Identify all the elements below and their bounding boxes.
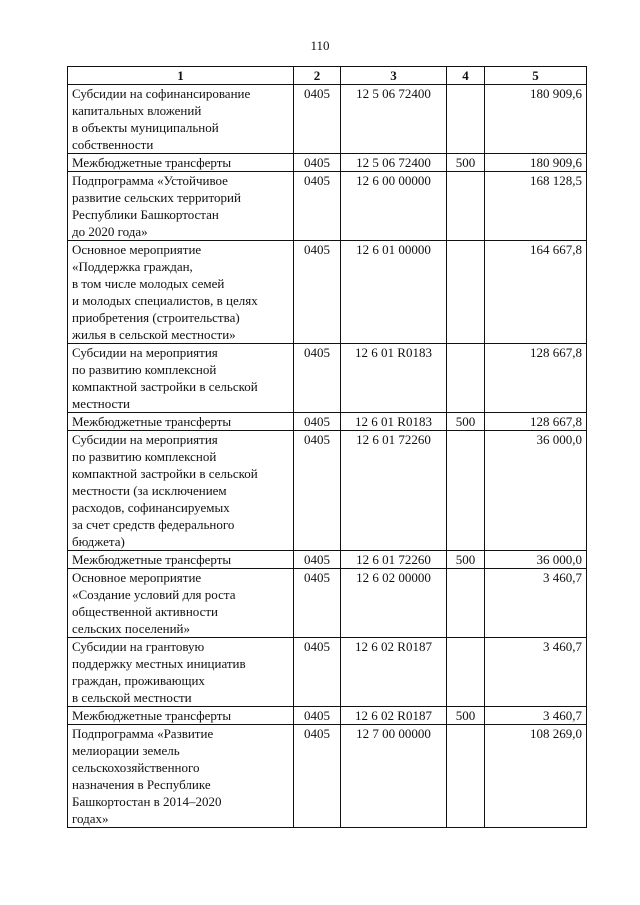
table-row bbox=[68, 241, 587, 344]
row-amount-cell: 164 667,8 bbox=[485, 241, 587, 344]
header-col-2: 2 bbox=[294, 67, 341, 85]
table-row bbox=[68, 707, 587, 725]
row-amount-cell: 3 460,7 bbox=[485, 707, 587, 725]
table-row bbox=[68, 638, 587, 707]
row-type-cell bbox=[447, 638, 485, 707]
row-target-cell: 12 6 00 00000 bbox=[341, 172, 447, 241]
row-name-cell: Межбюджетные трансферты bbox=[68, 707, 294, 725]
row-target-cell: 12 6 01 72260 bbox=[341, 431, 447, 551]
row-name-cell: Межбюджетные трансферты bbox=[68, 154, 294, 172]
row-target-cell: 12 6 01 R0183 bbox=[341, 344, 447, 413]
table-row bbox=[68, 569, 587, 638]
row-name-cell: Подпрограмма «Устойчивое развитие сельских территорий Республики Башкортостан до 2020 года» bbox=[68, 172, 294, 241]
row-type-cell: 500 bbox=[447, 707, 485, 725]
row-amount-cell: 168 128,5 bbox=[485, 172, 587, 241]
row-name-cell: Межбюджетные трансферты bbox=[68, 413, 294, 431]
row-section-cell: 0405 bbox=[294, 431, 341, 551]
page-number: 110 bbox=[310, 38, 330, 53]
row-section-cell: 0405 bbox=[294, 725, 341, 828]
table-row bbox=[68, 725, 587, 828]
table-row bbox=[68, 154, 587, 172]
row-amount-cell: 128 667,8 bbox=[485, 344, 587, 413]
row-name-cell: Основное мероприятие «Создание условий для роста общественной активности сельских поселений» bbox=[68, 569, 294, 638]
table-header-row bbox=[68, 67, 587, 85]
table-row bbox=[68, 344, 587, 413]
row-amount-cell: 128 667,8 bbox=[485, 413, 587, 431]
row-target-cell: 12 6 01 00000 bbox=[341, 241, 447, 344]
header-col-3: 3 bbox=[341, 67, 447, 85]
row-amount-cell: 3 460,7 bbox=[485, 638, 587, 707]
row-name-cell: Подпрограмма «Развитие мелиорации земель сельскохозяйственного назначения в Республике Башкортостан в 2014–2020 годах» bbox=[68, 725, 294, 828]
row-target-cell: 12 6 01 72260 bbox=[341, 551, 447, 569]
row-type-cell bbox=[447, 85, 485, 154]
row-amount-cell: 3 460,7 bbox=[485, 569, 587, 638]
table-row bbox=[68, 413, 587, 431]
row-type-cell bbox=[447, 725, 485, 828]
row-amount-cell: 36 000,0 bbox=[485, 431, 587, 551]
row-name-cell: Субсидии на мероприятия по развитию комплексной компактной застройки в сельской местности (за исключением расходов, софинансируемых за счет средств федерального бюджета) bbox=[68, 431, 294, 551]
row-name-cell: Субсидии на мероприятия по развитию комплексной компактной застройки в сельской местности bbox=[68, 344, 294, 413]
row-section-cell: 0405 bbox=[294, 241, 341, 344]
row-type-cell bbox=[447, 344, 485, 413]
row-section-cell: 0405 bbox=[294, 707, 341, 725]
row-type-cell bbox=[447, 172, 485, 241]
row-amount-cell: 180 909,6 bbox=[485, 85, 587, 154]
row-section-cell: 0405 bbox=[294, 413, 341, 431]
row-type-cell bbox=[447, 431, 485, 551]
budget-table bbox=[67, 66, 587, 828]
row-target-cell: 12 7 00 00000 bbox=[341, 725, 447, 828]
row-name-cell: Межбюджетные трансферты bbox=[68, 551, 294, 569]
row-type-cell: 500 bbox=[447, 154, 485, 172]
row-name-cell: Субсидии на софинансирование капитальных вложений в объекты муниципальной собственности bbox=[68, 85, 294, 154]
row-target-cell: 12 5 06 72400 bbox=[341, 154, 447, 172]
row-target-cell: 12 6 02 00000 bbox=[341, 569, 447, 638]
row-amount-cell: 36 000,0 bbox=[485, 551, 587, 569]
header-col-5: 5 bbox=[485, 67, 587, 85]
table-row bbox=[68, 431, 587, 551]
table-body bbox=[68, 85, 587, 828]
row-target-cell: 12 5 06 72400 bbox=[341, 85, 447, 154]
row-section-cell: 0405 bbox=[294, 344, 341, 413]
header-col-1: 1 bbox=[68, 67, 294, 85]
header-col-4: 4 bbox=[447, 67, 485, 85]
row-type-cell: 500 bbox=[447, 413, 485, 431]
row-type-cell: 500 bbox=[447, 551, 485, 569]
row-section-cell: 0405 bbox=[294, 85, 341, 154]
row-amount-cell: 180 909,6 bbox=[485, 154, 587, 172]
row-target-cell: 12 6 02 R0187 bbox=[341, 638, 447, 707]
row-name-cell: Субсидии на грантовую поддержку местных инициатив граждан, проживающих в сельской местности bbox=[68, 638, 294, 707]
row-section-cell: 0405 bbox=[294, 172, 341, 241]
row-target-cell: 12 6 01 R0183 bbox=[341, 413, 447, 431]
table-row bbox=[68, 85, 587, 154]
row-section-cell: 0405 bbox=[294, 638, 341, 707]
row-section-cell: 0405 bbox=[294, 569, 341, 638]
table-row bbox=[68, 551, 587, 569]
row-type-cell bbox=[447, 241, 485, 344]
row-target-cell: 12 6 02 R0187 bbox=[341, 707, 447, 725]
table-row bbox=[68, 172, 587, 241]
row-name-cell: Основное мероприятие «Поддержка граждан, в том числе молодых семей и молодых специалистов, в целях приобретения (строительства) жилья в сельской местности» bbox=[68, 241, 294, 344]
row-type-cell bbox=[447, 569, 485, 638]
row-section-cell: 0405 bbox=[294, 154, 341, 172]
row-amount-cell: 108 269,0 bbox=[485, 725, 587, 828]
row-section-cell: 0405 bbox=[294, 551, 341, 569]
